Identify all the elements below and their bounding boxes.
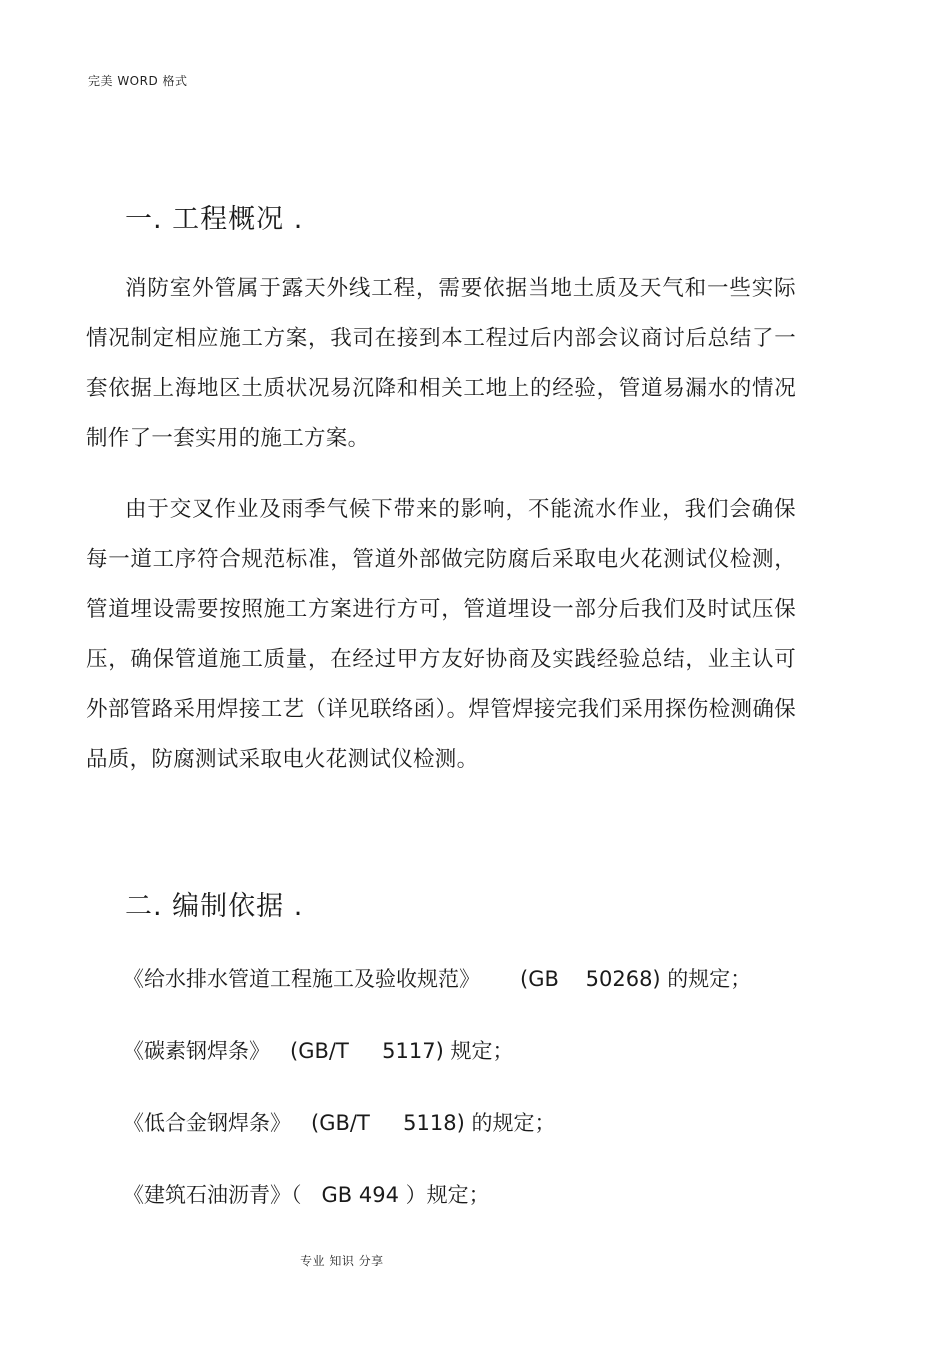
paragraph-overview-1: 消防室外管属于露天外线工程，需要依据当地土质及天气和一些实际情况制定相应施工方案，我司在接到本工程过后内部会议商讨后总结了一套依据上海地区土质状况易沉降和相关工地上的经验，管道易漏水的情况制作了一套实用的施工方案。	[86, 276, 796, 451]
page-footer: 专业 知识 分享	[300, 1254, 384, 1268]
reference-item: 《给水排水管道工程施工及验收规范》 (GB 50268) 的规定；	[123, 967, 752, 991]
reference-item: 《建筑石油沥青》（ GB 494 ）规定；	[123, 1183, 490, 1207]
section-heading-overview: 一. 工程概况 .	[125, 204, 304, 235]
paragraph-overview-2: 由于交叉作业及雨季气候下带来的影响，不能流水作业，我们会确保每一道工序符合规范标准，管道外部做完防腐后采取电火花测试仪检测，管道埋设需要按照施工方案进行方可，管道埋设一部分后我们及时试压保压，确保管道施工质量，在经过甲方友好协商及实践经验总结，业主认可外部管路采用焊接工艺（详见联络函）。焊管焊接完我们采用探伤检测确保品质，防腐测试采取电火花测试仪检测。	[86, 497, 796, 772]
page-header: 完美 WORD 格式	[88, 74, 188, 88]
reference-item: 《碳素钢焊条》 (GB/T 5117) 规定；	[123, 1039, 514, 1063]
reference-item: 《低合金钢焊条》 (GB/T 5118) 的规定；	[123, 1111, 556, 1135]
section-heading-basis: 二. 编制依据 .	[125, 891, 304, 922]
